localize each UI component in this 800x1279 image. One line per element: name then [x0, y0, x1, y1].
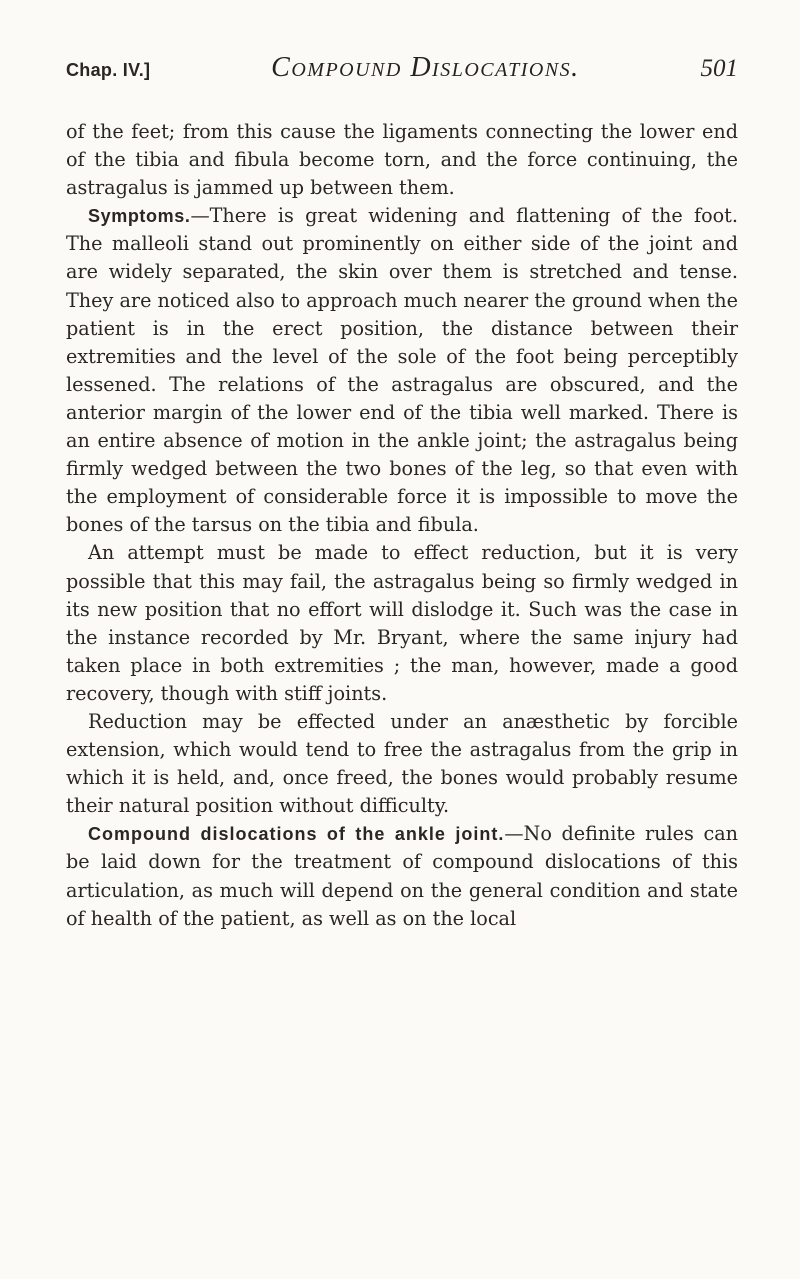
page-title: Compound Dislocations.: [271, 52, 580, 83]
paragraph-continuation: of the feet; from this cause the ligaments connecting the lower end of the tibia and fibula become torn, and the force continuing, the astragalus is jammed up between them.: [66, 120, 738, 200]
book-page: [66, 52, 738, 933]
body-text: [66, 118, 738, 933]
paragraph-compound-dislocations: [66, 820, 738, 932]
paragraph-reduction-method: Reduction may be effected under an anæsthetic by forcible extension, which would tend to free the astragalus from the grip in which it is held, and, once freed, the bones would probably resume their natural position without difficulty.: [66, 709, 738, 818]
compound-dislocations-heading: Compound dislocations of the ankle joint.: [88, 824, 505, 845]
paragraph-reduction-attempt: An attempt must be made to effect reduction, but it is very possible that this may fail, the astragalus being so firmly wedged in its new position that no effort will dislodge it. Such was the case in the instance recorded by Mr. Bryant, where the same injury had taken place in both extremities ; the man, however, made a good recovery, though with stiff joints.: [66, 541, 738, 705]
symptoms-heading: Symptoms.: [88, 206, 191, 227]
running-head: [66, 52, 738, 96]
chapter-label: Chap. IV.]: [66, 60, 151, 80]
compound-dislocations-text: —No definite rules can be laid down for the treatment of compound dislocations of this articulation, as much will depend on the general condition and state of health of the patient, as well as on the local: [66, 822, 738, 930]
page-number: 501: [700, 55, 738, 82]
paragraph-symptoms: [66, 202, 738, 539]
symptoms-text: —There is great widening and flattening of the foot. The malleoli stand out prominently on either side of the joint and are widely separated, the skin over them is stretched and tense. They are noticed also to approach much nearer the ground when the patient is in the erect position, the distance between their extremities and the level of the sole of the foot being perceptibly lessened. The relations of the astragalus are obscured, and the anterior margin of the lower end of the tibia well marked. There is an entire absence of motion in the ankle joint; the astragalus being firmly wedged between the two bones of the leg, so that even with the employment of considerable force it is impossible to move the bones of the tarsus on the tibia and fibula.: [66, 204, 738, 537]
